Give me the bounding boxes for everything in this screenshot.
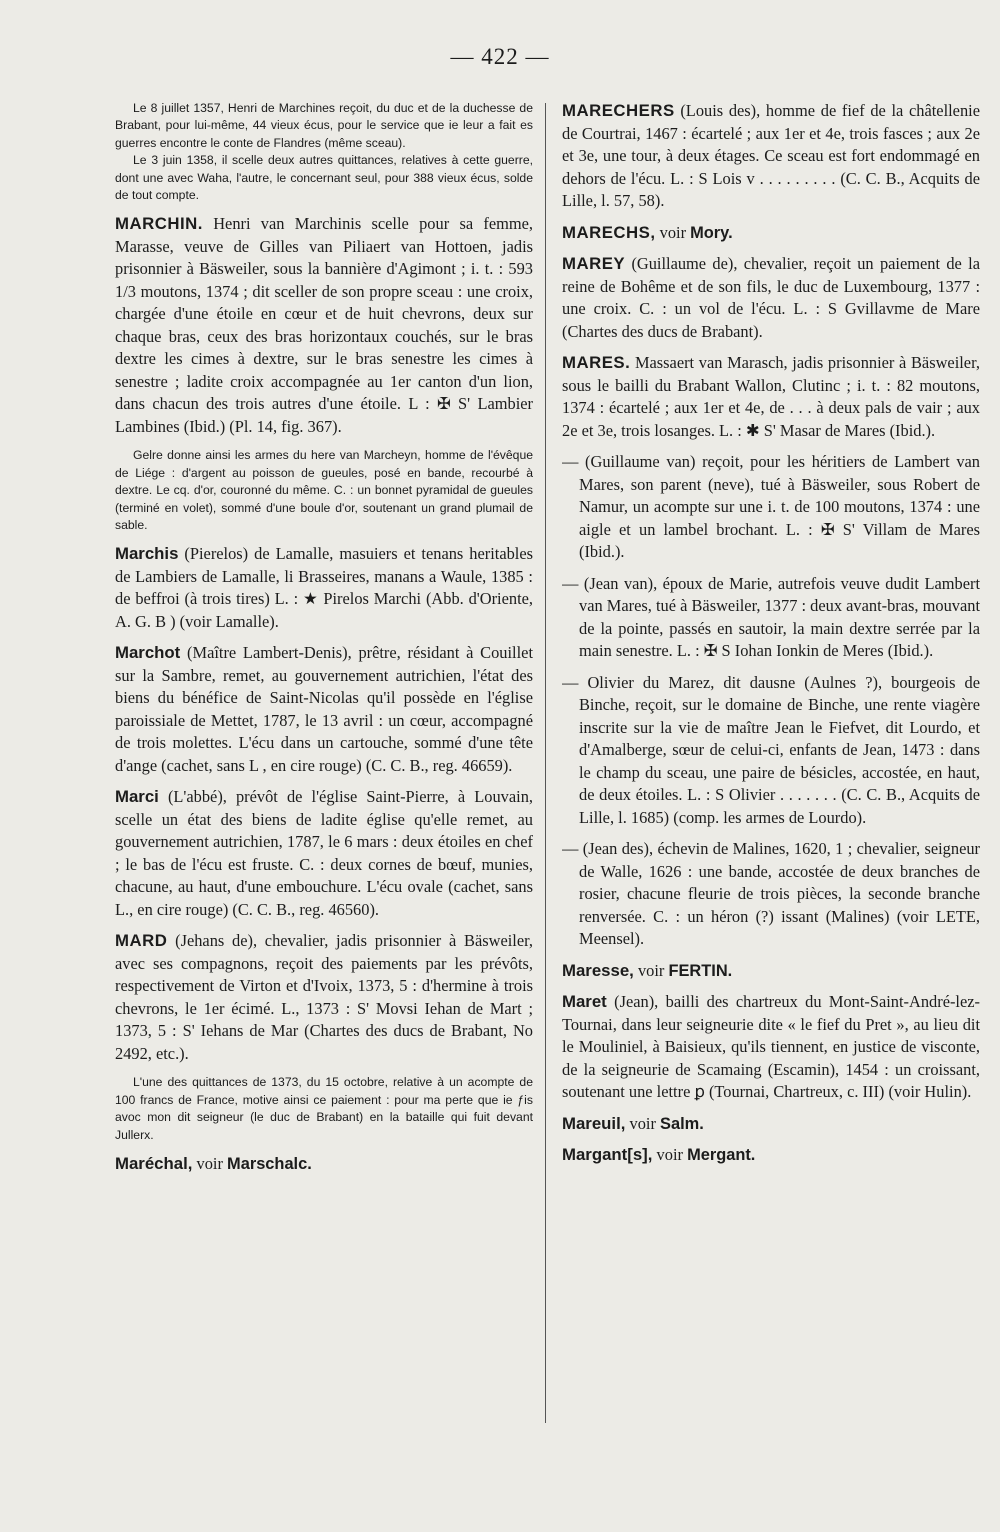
headword: MARES.: [562, 353, 631, 372]
entry-text: (Jehans de), chevalier, jadis prisonnier à Bäsweiler, avec ses compagnons, reçoit des paiements par les prévôts, respectivement de Virton et d'Ivoix, 1373, 5 : d'hermine à trois chevrons, le 1er écimé. L., 1373 : S' Movsi Iehan de Mart ; 1373, 5 : S' Iehans de Mar (Chartes des ducs de Brabant, No 2492, etc.).: [115, 931, 533, 1063]
cross-reference: Mergant.: [687, 1146, 756, 1164]
see-text: voir: [629, 1113, 656, 1133]
entry-marey: [562, 253, 980, 343]
entry-maresse: [562, 960, 980, 983]
note-marchines-1357: Le 8 juillet 1357, Henri de Marchines reçoit, du duc et de la duchesse de Brabant, pour lui-même, 44 vieux écus, pour le service que ie leur a fait es guerres encontre le conte de Flandres (même sceau).: [115, 101, 533, 150]
entry-mares-jean-des: — (Jean des), échevin de Malines, 1620, 1 ; chevalier, seigneur de Walle, 1626 : une bande, accostée de deux branches de rosier, chacune fleurie de trois pièces, la seconde branche renversée. C. : un héron (?) issant (Malines) (voir LETE, Meensel).: [562, 839, 980, 948]
entry-marechs: [562, 222, 980, 245]
entry-mares: [562, 352, 980, 442]
entry-marchot: [115, 642, 533, 777]
column-divider: [545, 103, 546, 1423]
see-text: voir: [196, 1154, 223, 1174]
entry-text: (L'abbé), prévôt de l'église Saint-Pierre, à Louvain, scelle un état des biens de ladite église qu'elle remet, au gouvernement autrichien, 1787, le 6 mars : deux étoiles en chef ; le bas de l'écu est fruste. C. : deux cornes de bœuf, munies, chacune, au haut, d'une embouchure. L'écu ovale (cachet, sans L., en cire rouge) (C. C. B., reg. 46560).: [115, 787, 533, 919]
headword: MARECHS,: [562, 222, 656, 242]
note-marchines-1358: Le 3 juin 1358, il scelle deux autres quittances, relatives à cette guerre, dont une avec Waha, l'autre, le concernant seul, pour 388 vieux écus, solde de tout compte.: [115, 153, 533, 203]
entry-text: Henri van Marchinis scelle pour sa femme, Marasse, veuve de Gilles van Piliaert van Hottoen, jadis prisonnier à Bäsweiler, sous la bannière d'Agimont ; i. t. : 593 1/3 moutons, 1374 ; dit sceller de son propre sceau : une croix, chargée d'une étoile en cœur et de huit chevrons, deux sur chaque bras, ceux des bras horizontaux couchés, sur le bras dextre les cimes à dextre, sur le bras senestre les cimes à senestre ; ladite croix accompagnée au 1er canton d'un lion, dans chacun des trois autres d'une étoile. L : ✠ S' Lambier Lambines (Ibid.) (Pl. 14, fig. 367).: [115, 214, 533, 436]
headword: Margant[s],: [562, 1145, 653, 1164]
entry-text: Massaert van Marasch, jadis prisonnier à Bäsweiler, sous le bailli du Brabant Wallon, Clutinc ; i. t. : 82 moutons, 1374 : écartelé ; aux 1er et 4e, de . . . à deux pals de vair ; aux 2e et 3e, trois losanges. L. : ✱ S' Masar de Mares (Ibid.).: [562, 353, 980, 440]
headword: Marci: [115, 787, 159, 807]
headword: Maresse,: [562, 960, 634, 980]
entry-marci: [115, 786, 533, 921]
headword: MARCHIN.: [115, 214, 203, 234]
entry-text: (Guillaume de), chevalier, reçoit un paiement de la reine de Bohême et de son fils, le duc de Luxembourg, 1377 : une croix. C. : un vol de l'écu. L. : S Gvillavme de Mare (Chartes des ducs de Brabant).: [562, 254, 980, 341]
headword: Maréchal,: [115, 1154, 193, 1174]
headword: Maret: [562, 992, 607, 1011]
entry-text: (Maître Lambert-Denis), prêtre, résidant à Couillet sur la Sambre, remet, au gouvernement autrichien, l'état des biens du bénéfice de Saint-Nicolas qu'il possède en l'église paroissiale de Mettet, 1787, le 13 avril : un cœur, accompagné de trois molettes. L'écu dans un cartouche, sommé d'une tête d'ange (cachet, sans L , en cire rouge) (C. C. B., reg. 46659).: [115, 643, 533, 775]
entry-marchin: [115, 213, 533, 438]
entry-margant: [562, 1144, 980, 1167]
entry-marechal: [115, 1153, 533, 1176]
headword: Mareuil,: [562, 1113, 626, 1133]
entry-marchis: [115, 543, 533, 633]
cross-reference: Salm.: [660, 1114, 704, 1133]
see-text: voir: [637, 960, 665, 980]
entry-marez-olivier: — Olivier du Marez, dit dausne (Aulnes ?), bourgeois de Binche, reçoit, sur le domaine de Binche, une rente viagère inscrite sur la vie de maître Jean le Fiefvet, dit Lourdo, et d'Amalberge, sœur de celui-ci, enfants de Jean, 1473 : dans le champ du sceau, une paire de bésicles, accostée, en haut, de deux étoiles. L. : S Olivier . . . . . . . (C. C. B., Acquits de Lille, l. 1685) (comp. les armes de Lourdo).: [562, 672, 980, 827]
page-number: — 422 —: [450, 44, 550, 69]
entry-mares-jean: — (Jean van), époux de Marie, autrefois veuve dudit Lambert van Mares, tué à Bäsweiler, 1377 : deux avant-bras, mouvant de la pointe, passés en sautoir, la main dextre serrée par la main senestre. L. : ✠ S Iohan Ionkin de Meres (Ibid.).: [562, 573, 980, 660]
note-mard-quittance: L'une des quittances de 1373, du 15 octobre, relative à un acompte de 100 francs de France, motive ainsi ce paiement : pour ma perte que ie ƒis avoc mon dit seigneur (le duc de Brabant) en la bataille qui fuit devant Jullerx.: [115, 1075, 533, 1142]
entry-mard: [115, 930, 533, 1065]
headword: MAREY: [562, 254, 626, 273]
left-column: [115, 100, 533, 1522]
headword: MARD: [115, 931, 168, 951]
entry-maret: [562, 991, 980, 1104]
entry-mareuil: [562, 1113, 980, 1136]
entry-text: (Louis des), homme de fief de la châtellenie de Courtrai, 1467 : écartelé ; aux 1er et 4e, trois fasces ; aux 2e et 3e, une tour, à deux étages. Ce sceau est fort endommagé en dehors de l'écu. L. : S Lois v . . . . . . . . . (C. C. B., Acquits de Lille, l. 57, 58).: [562, 101, 980, 210]
headword: Marchis: [115, 544, 179, 564]
cross-reference: Mory.: [690, 223, 733, 242]
headword: MARECHERS: [562, 101, 675, 120]
right-column: [562, 100, 980, 1522]
entry-text: (Pierelos) de Lamalle, masuiers et tenans heritables de Lambiers de Lamalle, li Brasseires, manans a Waule, 1385 : de beffroi (à trois tires) L. : ★ Pirelos Marchi (Abb. d'Oriente, A. G. B ) (voir Lamalle).: [115, 544, 533, 631]
entry-text: (Jean), bailli des chartreux du Mont-Saint-André-lez-Tournai, dans leur seigneurie dite « le fief du Pret », au lieu dit le Mouliniel, à Baisieux, qu'ils tiennent, en justice de visconte, de la seigneurie de Scamaing (Escamin), 1454 : un croissant, soutenant une lettre ꝑ (Tournai, Chartreux, c. III) (voir Hulin).: [562, 992, 980, 1101]
cross-reference: FERTIN.: [668, 961, 733, 980]
see-text: voir: [656, 1145, 683, 1164]
entry-marechers: [562, 100, 980, 213]
cross-reference: Marschalc.: [227, 1155, 312, 1174]
note-gelre: Gelre donne ainsi les armes du here van Marcheyn, homme de l'évêque de Liége : d'argent au poisson de gueules, posé en bande, recourbé à dextre. Le cq. d'or, couronné du même. C. : un bonnet pyramidal de gueules (terminé en volet), sommé d'une boule d'or, soutenant un grand plumail de sable.: [115, 448, 533, 533]
headword: Marchot: [115, 643, 181, 663]
see-text: voir: [659, 222, 687, 242]
entry-mares-guillaume: — (Guillaume van) reçoit, pour les héritiers de Lambert van Mares, son parent (neve), tué à Bäsweiler, sous Robert de Namur, un acompte sur une i. t. de 100 moutons, 1374 : une aigle et un lambel brochant. L. : ✠ S' Villam de Mares (Ibid.).: [562, 452, 980, 561]
